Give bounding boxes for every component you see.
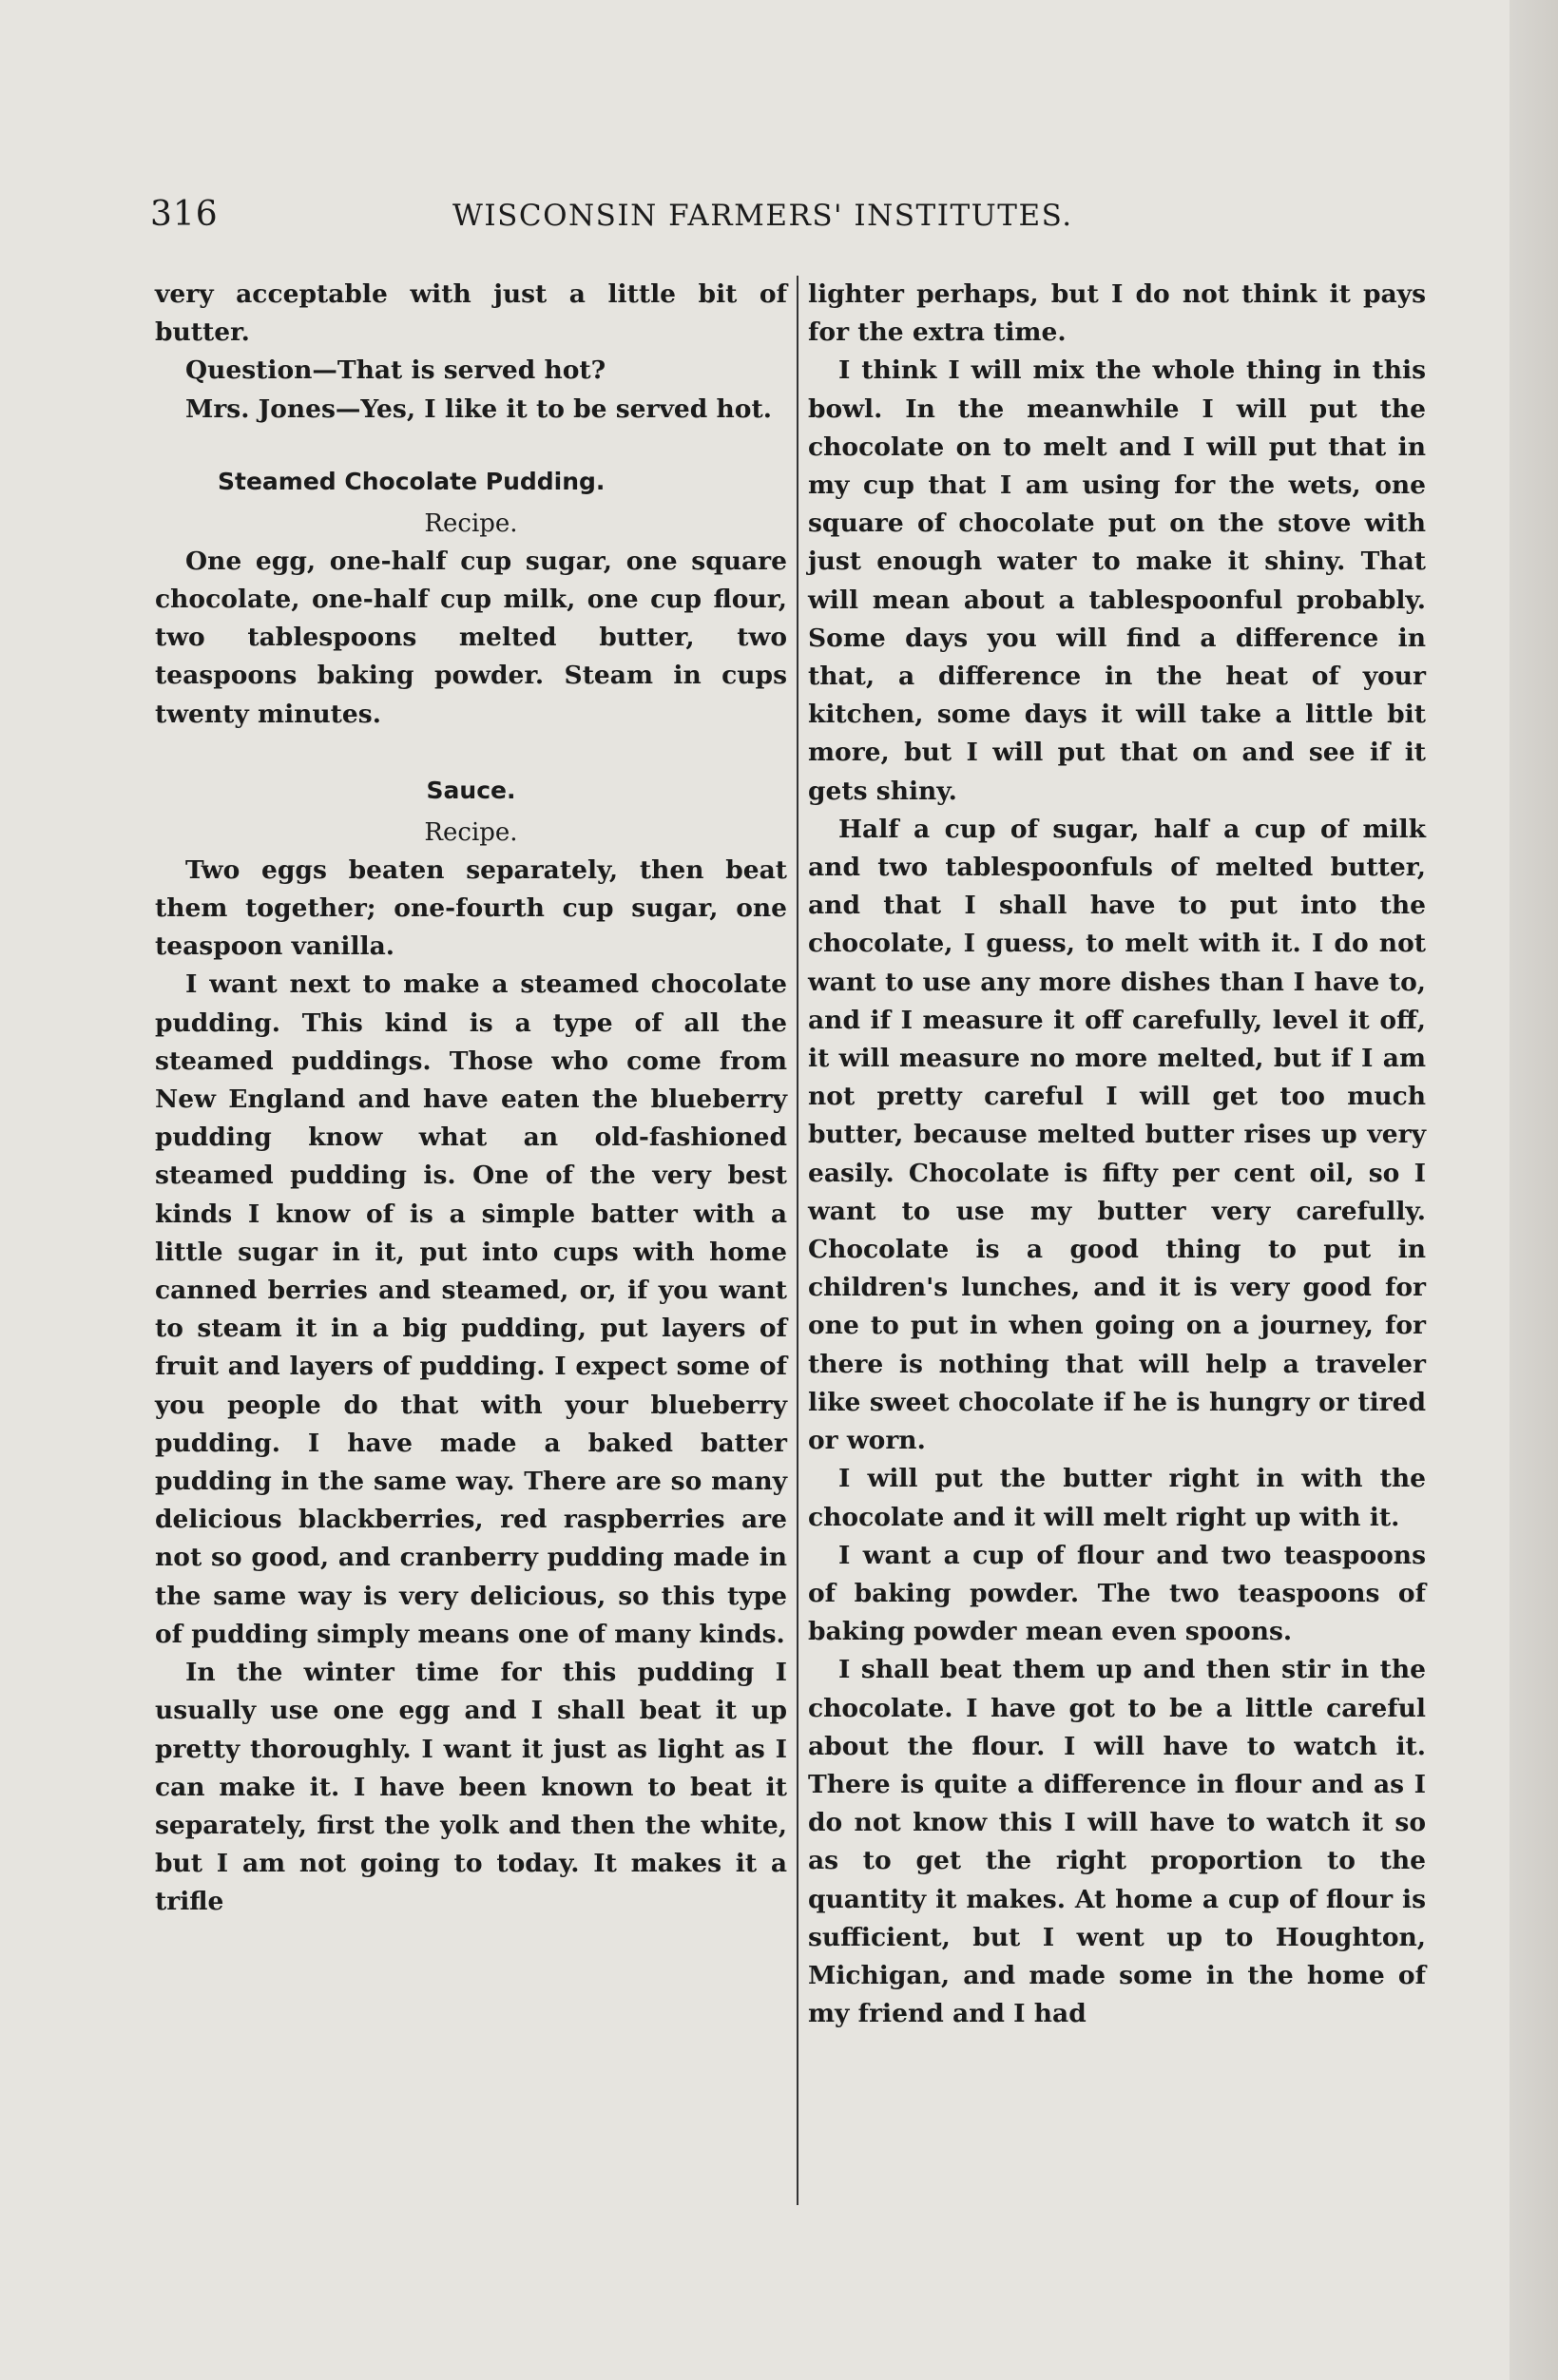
recipe-label: Recipe.: [424, 509, 518, 538]
paragraph: I want next to make a steamed chocolate pudding. This kind is a type of all the steamed puddings. Those who come from New England and have eaten the blueberry pudding know what an old-fashioned steamed pudding is. One of the very best kinds I know of is a simple batter with a little sugar in it, put into cups with home canned berries and steamed, or, if you want to steam it in a big pudding, put layers of fruit and layers of pudding. I expect some of you people do that with your blueberry pudding. I have made a baked batter pudding in the same way. There are so many delicious blackberries, red raspberries are not so good, and cranberry pudding made in the same way is very delicious, so this type of pudding simply means one of many kinds.: [155, 969, 787, 1649]
left-column: [155, 276, 787, 1922]
paragraph: I think I will mix the whole thing in this bowl. In the meanwhile I will put the chocolate on to melt and I will put that in my cup that I am using for the wets, one square of chocolate put on the stove with just enough water to make it shiny. That will mean about a tablespoonful probably. Some days you will find a difference in that, a difference in the heat of your kitchen, some days it will take a little bit more, but I will put that on and see if it gets shiny.: [808, 355, 1426, 806]
paragraph: lighter perhaps, but I do not think it pays for the extra time.: [808, 279, 1426, 348]
column-divider: [797, 276, 798, 2205]
section-heading: Steamed Chocolate Pudding.: [218, 467, 606, 495]
page-number: 316: [150, 195, 219, 234]
right-column: [808, 276, 1426, 2033]
recipe-text: One egg, one-half cup sugar, one square chocolate, one-half cup milk, one cup flour, two tablespoons melted butter, two teaspoons baking powder. Steam in cups twenty minutes.: [155, 546, 787, 729]
paragraph: I want a cup of flour and two teaspoons of baking powder. The two teaspoons of baking powder mean even spoons.: [808, 1540, 1426, 1647]
page-header: [150, 195, 1120, 252]
section-heading: Sauce.: [426, 776, 516, 804]
running-title: WISCONSIN FARMERS' INSTITUTES.: [452, 199, 1073, 233]
paragraph: Mrs. Jones—Yes, I like it to be served hot.: [185, 393, 772, 424]
paragraph: Question—That is served hot?: [185, 355, 606, 386]
paragraph: In the winter time for this pudding I usually use one egg and I shall beat it up pretty thoroughly. I want it just as light as I can make it. I have been known to beat it separately, first the yolk and then the white, but I am not going to today. It makes it a trifle: [155, 1658, 787, 1917]
paragraph: very acceptable with just a little bit of butter.: [155, 279, 787, 348]
recipe-label: Recipe.: [424, 817, 518, 847]
paragraph: I shall beat them up and then stir in the chocolate. I have got to be a little careful about the flour. I will have to watch it. There is quite a difference in flour and as I do not know this I will have to watch it so as to get the right proportion to the quantity it makes. At home a cup of flour is sufficient, but I went up to Houghton, Michigan, and made some in the home of my friend and I had: [808, 1655, 1426, 2029]
paragraph: I will put the butter right in with the chocolate and it will melt right up with it.: [808, 1464, 1426, 1532]
paragraph: Half a cup of sugar, half a cup of milk and two tablespoonfuls of melted butter, and that I shall have to put into the chocolate, I guess, to melt with it. I do not want to use any more dishes than I have to, and if I measure it off carefully, level it off, it will measure no more melted, but if I am not pretty careful I will get too much butter, because melted butter rises up very easily. Chocolate is fifty per cent oil, so I want to use my butter very carefully. Chocolate is a good thing to put in children's lunches, and it is very good for one to put in when going on a journey, for there is nothing that will help a traveler like sweet chocolate if he is hungry or tired or worn.: [808, 814, 1426, 1456]
page-edge-shadow: [1510, 0, 1558, 2380]
recipe-text: Two eggs beaten separately, then beat them together; one-fourth cup sugar, one teaspoon vanilla.: [155, 854, 787, 962]
